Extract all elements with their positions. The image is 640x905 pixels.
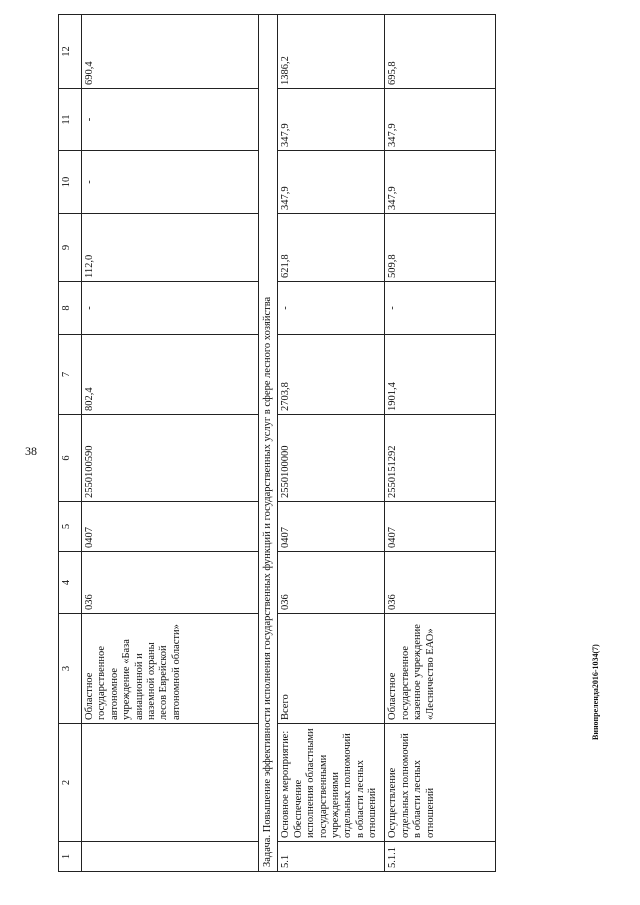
header-cell: 11 — [59, 89, 82, 151]
header-cell: 7 — [59, 335, 82, 415]
header-cell: 6 — [59, 415, 82, 502]
cell-name — [82, 724, 259, 842]
cell-value: 690,4 — [82, 15, 259, 89]
header-cell: 2 — [59, 724, 82, 842]
header-cell: 8 — [59, 282, 82, 335]
cell-executor: Областное государственное казенное учреждение «Лесничество ЕАО» — [385, 614, 496, 724]
table-row — [385, 15, 496, 872]
cell-value: 347,9 — [278, 89, 385, 151]
table-row — [82, 15, 259, 872]
cell-value: 2550100590 — [82, 415, 259, 502]
task-heading: Задача. Повышение эффективности исполнения государственных функций и государственных услуг в сфере лесного хозяйства — [259, 15, 278, 872]
cell-value: 1901,4 — [385, 335, 496, 415]
cell-value: 0407 — [385, 502, 496, 552]
header-cell: 12 — [59, 15, 82, 89]
cell-value: - — [82, 89, 259, 151]
cell-value: 0407 — [82, 502, 259, 552]
table-row — [278, 15, 385, 872]
cell-value: - — [82, 282, 259, 335]
cell-value: 2550100000 — [278, 415, 385, 502]
cell-value: 036 — [278, 552, 385, 614]
cell-value: 347,9 — [385, 151, 496, 214]
cell-value: - — [82, 151, 259, 214]
cell-number — [82, 842, 259, 872]
page-number: 38 — [25, 444, 37, 458]
cell-value: 0407 — [278, 502, 385, 552]
cell-executor: Всего — [278, 614, 385, 724]
cell-value: 695,8 — [385, 15, 496, 89]
header-cell: 9 — [59, 214, 82, 282]
header-row — [59, 15, 82, 872]
cell-executor: Областное государственное автономное учреждение «База авиационной и наземной охраны лесов Еврейской автономной области» — [82, 614, 259, 724]
header-cell: 10 — [59, 151, 82, 214]
header-cell: 4 — [59, 552, 82, 614]
cell-value: 347,9 — [278, 151, 385, 214]
cell-number: 5.1.1 — [385, 842, 496, 872]
budget-table — [58, 14, 496, 872]
cell-value: 509,8 — [385, 214, 496, 282]
cell-value: 112,0 — [82, 214, 259, 282]
cell-value: 347,9 — [385, 89, 496, 151]
cell-value: 036 — [385, 552, 496, 614]
cell-value: 1386,2 — [278, 15, 385, 89]
cell-value: 2550151292 — [385, 415, 496, 502]
header-cell: 3 — [59, 614, 82, 724]
cell-value: - — [385, 282, 496, 335]
cell-name: Осуществление отдельных полномочий в области лесных отношений — [385, 724, 496, 842]
header-cell: 5 — [59, 502, 82, 552]
cell-value: 802,4 — [82, 335, 259, 415]
cell-value: 036 — [82, 552, 259, 614]
rotated-table-container — [58, 15, 596, 872]
cell-name: Основное мероприятие: Обеспечение исполнения областными государственными учреждениями отдельных полномочий в области лесных отношений — [278, 724, 385, 842]
cell-value: 2703,8 — [278, 335, 385, 415]
footer-code: Винопреленда2016-1034(7) — [591, 644, 600, 740]
task-row — [259, 15, 278, 872]
cell-value: 621,8 — [278, 214, 385, 282]
cell-number: 5.1 — [278, 842, 385, 872]
header-cell: 1 — [59, 842, 82, 872]
cell-value: - — [278, 282, 385, 335]
